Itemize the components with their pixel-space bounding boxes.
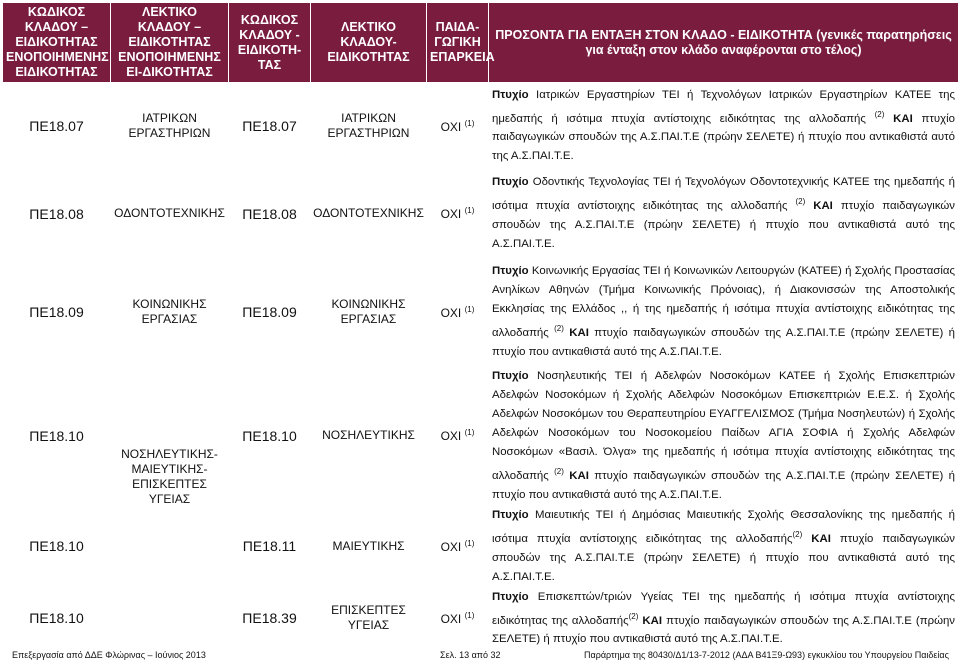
code: ΠΕ18.11 [229, 505, 311, 587]
code: ΠΕ18.09 [229, 258, 311, 367]
qualification-text: Πτυχίο Κοινωνικής Εργασίας ΤΕΙ ή Κοινωνικών Λειτουργών (ΚΑΤΕΕ) ή Σχολής Προστασίας Ανηλίκων Αθηνών (Τμήμα Κοινωνικής Πρόνοιας), ή Διακονισσών της Αποστολικής Εκκλησίας της Ελλάδος ,, ή της ημεδαπής ή ισότιμα πτυχία αντίστοιχης ειδικότητας της αλλοδαπής $^{(2)}$ ΚΑΙ πτυχίο παιδαγωγικών σπουδών της Α.Σ.ΠΑΙ.Τ.Ε (πρώην ΣΕΛΕΤΕ) ή πτυχίο που αντικαθιστά αυτό της Α.Σ.ΠΑΙ.Τ.Ε. [489, 258, 959, 367]
merged-code: ΠΕ18.09 [3, 258, 111, 367]
merged-name: ΚΟΙΝΩΝΙΚΗΣ ΕΡΓΑΣΙΑΣ [111, 258, 229, 367]
header-name: ΛΕΚΤΙΚΟ ΚΛΑΔΟΥ-ΕΙΔΙΚΟΤΗΤΑΣ [311, 3, 427, 83]
header-qualifications: ΠΡΟΣΟΝΤΑ ΓΙΑ ΕΝΤΑΞΗ ΣΤΟΝ ΚΛΑΔΟ - ΕΙΔΙΚΟΤΗΤΑ (γενικές παρατηρήσεις για ένταξη στον κλάδο αναφέρονται στο τέλος) [489, 3, 959, 83]
name: ΕΠΙΣΚΕΠΤΕΣ ΥΓΕΙΑΣ [311, 587, 427, 650]
merged-name: ΟΔΟΝΤΟΤΕΧΝΙΚΗΣ [111, 170, 229, 258]
header-merged-name: ΛΕΚΤΙΚΟ ΚΛΑΔΟΥ – ΕΙΔΙΚΟΤΗΤΑΣ ΕΝΟΠΟΙΗΜΕΝΗΣ ΕΙ-ΔΙΚΟΤΗΤΑΣ [111, 3, 229, 83]
table-row [3, 83, 959, 170]
merged-name-empty [111, 587, 229, 650]
table-row [3, 258, 959, 367]
code: ΠΕ18.07 [229, 83, 311, 170]
qualification-text: Πτυχίο Νοσηλευτικής ΤΕΙ ή Αδελφών Νοσοκόμων ΚΑΤΕΕ ή Σχολής Επισκεπτριών Αδελφών Νοσοκόμων ή Σχολής Αδελφών Νοσοκόμων Επισκεπτριών Ε.Ε.Σ. ή Σχολής Αδελφών Νοσοκόμων του Θεραπευτηρίου ΕΥΑΓΓΕΛΙΣΜΟΣ (Τμήμα Νοσηλευτών) ή Σχολής Αδελφών Νοσοκόμων του Νοσοκομείου Παίδων ΑΓΙΑ ΣΟΦΙΑ ή Σχολής Αδελφών Νοσοκόμων «Βασιλ. Όλγα» της ημεδαπής ή ισότιμα πτυχία αντίστοιχης ειδικότητας της αλλοδαπής $^{(2)}$ ΚΑΙ πτυχίο παιδαγωγικών σπουδών της Α.Σ.ΠΑΙ.Τ.Ε (πρώην ΣΕΛΕΤΕ) ή πτυχίο που αντικαθιστά αυτό της Α.Σ.ΠΑΙ.Τ.Ε. [489, 367, 959, 506]
merged-code: ΠΕ18.07 [3, 83, 111, 170]
qualification-text: Πτυχίο Ιατρικών Εργαστηρίων ΤΕΙ ή Τεχνολόγων Ιατρικών Εργαστηρίων ΚΑΤΕΕ της ημεδαπής ή ισότιμα πτυχία αντίστοιχης ειδικότητας της αλλοδαπής $^{(2)}$ ΚΑΙ πτυχίο παιδαγωγικών σπουδών της Α.Σ.ΠΑΙ.Τ.Ε (πρώην ΣΕΛΕΤΕ) ή πτυχίο που αντικαθιστά αυτό της Α.Σ.ΠΑΙ.Τ.Ε. [489, 83, 959, 170]
merged-code: ΠΕ18.10 [3, 367, 111, 506]
merged-name: ΙΑΤΡΙΚΩΝ ΕΡΓΑΣΤΗΡΙΩΝ [111, 83, 229, 170]
merged-code: ΠΕ18.10 [3, 587, 111, 650]
pedagogical-need: ΟΧΙ $^{(1)}$ [427, 367, 489, 506]
header-merged-code: ΚΩΔΙΚΟΣ ΚΛΑΔΟΥ – ΕΙΔΙΚΟΤΗΤΑΣ ΕΝΟΠΟΙΗΜΕΝΗΣ ΕΙΔΙΚΟΤΗΤΑΣ [3, 3, 111, 83]
merged-code: ΠΕ18.08 [3, 170, 111, 258]
pedagogical-need: ΟΧΙ $^{(1)}$ [427, 505, 489, 587]
pedagogical-need: ΟΧΙ $^{(1)}$ [427, 258, 489, 367]
pedagogical-need: ΟΧΙ $^{(1)}$ [427, 83, 489, 170]
footer-left: Επεξεργασία από ΔΔΕ Φλώρινας – Ιούνιος 2013 [12, 650, 206, 660]
name: ΜΑΙΕΥΤΙΚΗΣ [311, 505, 427, 587]
header-pedagogical: ΠΑΙΔΑ-ΓΩΓΙΚΗ ΕΠΑΡΚΕΙΑ [427, 3, 489, 83]
code: ΠΕ18.08 [229, 170, 311, 258]
header-row [3, 3, 959, 83]
specialties-table [2, 2, 959, 650]
qualification-text: Πτυχίο Οδοντικής Τεχνολογίας ΤΕΙ ή Τεχνολόγων Οδοντοτεχνικής ΚΑΤΕΕ της ημεδαπής ή ισότιμα πτυχία αντίστοιχης ειδικότητας της αλλοδαπής $^{(2)}$ ΚΑΙ πτυχίο παιδαγωγικών σπουδών της Α.Σ.ΠΑΙ.Τ.Ε (πρώην ΣΕΛΕΤΕ) ή πτυχίο που αντικαθιστά αυτό της Α.Σ.ΠΑΙ.Τ.Ε. [489, 170, 959, 258]
code: ΠΕ18.39 [229, 587, 311, 650]
table-row [3, 170, 959, 258]
qualification-text: Πτυχίο Επισκεπτών/τριών Υγείας ΤΕΙ της ημεδαπής ή ισότιμα πτυχία αντίστοιχης ειδικότητας της αλλοδαπής$^{(2)}$ ΚΑΙ πτυχίο παιδαγωγικών σπουδών της Α.Σ.ΠΑΙ.Τ.Ε (πρώην ΣΕΛΕΤΕ) ή πτυχίο που αντικαθιστά αυτό της Α.Σ.ΠΑΙ.Τ.Ε. [489, 587, 959, 650]
table-row [3, 587, 959, 650]
name: ΟΔΟΝΤΟΤΕΧΝΙΚΗΣ [311, 170, 427, 258]
name: ΚΟΙΝΩΝΙΚΗΣ ΕΡΓΑΣΙΑΣ [311, 258, 427, 367]
name: ΙΑΤΡΙΚΩΝ ΕΡΓΑΣΤΗΡΙΩΝ [311, 83, 427, 170]
name: ΝΟΣΗΛΕΥΤΙΚΗΣ [311, 367, 427, 506]
table-row [3, 367, 959, 506]
code: ΠΕ18.10 [229, 367, 311, 506]
pedagogical-need: ΟΧΙ $^{(1)}$ [427, 170, 489, 258]
footer-page-number: Σελ. 13 από 32 [440, 650, 501, 660]
merged-code: ΠΕ18.10 [3, 505, 111, 587]
merged-name: ΝΟΣΗΛΕΥΤΙΚΗΣ-ΜΑΙΕΥΤΙΚΗΣ-ΕΠΙΣΚΕΠΤΕΣ ΥΓΕΙΑΣ [111, 367, 229, 588]
header-code: ΚΩΔΙΚΟΣ ΚΛΑΔΟΥ - ΕΙΔΙΚΟΤΗ-ΤΑΣ [229, 3, 311, 83]
footer-right: Παράρτημα της 80430/Δ1/13-7-2012 (ΑΔΑ Β41Ξ9-Ω93) εγκυκλίου του Υπουργείου Παιδείας [584, 650, 949, 660]
pedagogical-need: ΟΧΙ $^{(1)}$ [427, 587, 489, 650]
qualification-text: Πτυχίο Μαιευτικής ΤΕΙ ή Δημόσιας Μαιευτικής Σχολής Θεσσαλονίκης της ημεδαπής ή ισότιμα πτυχία αντίστοιχης ειδικότητας της αλλοδαπής$^{(2)}$ ΚΑΙ πτυχίο παιδαγωγικών σπουδών της Α.Σ.ΠΑΙ.Τ.Ε (πρώην ΣΕΛΕΤΕ) ή πτυχίο που αντικαθιστά αυτό της Α.Σ.ΠΑΙ.Τ.Ε. [489, 505, 959, 587]
